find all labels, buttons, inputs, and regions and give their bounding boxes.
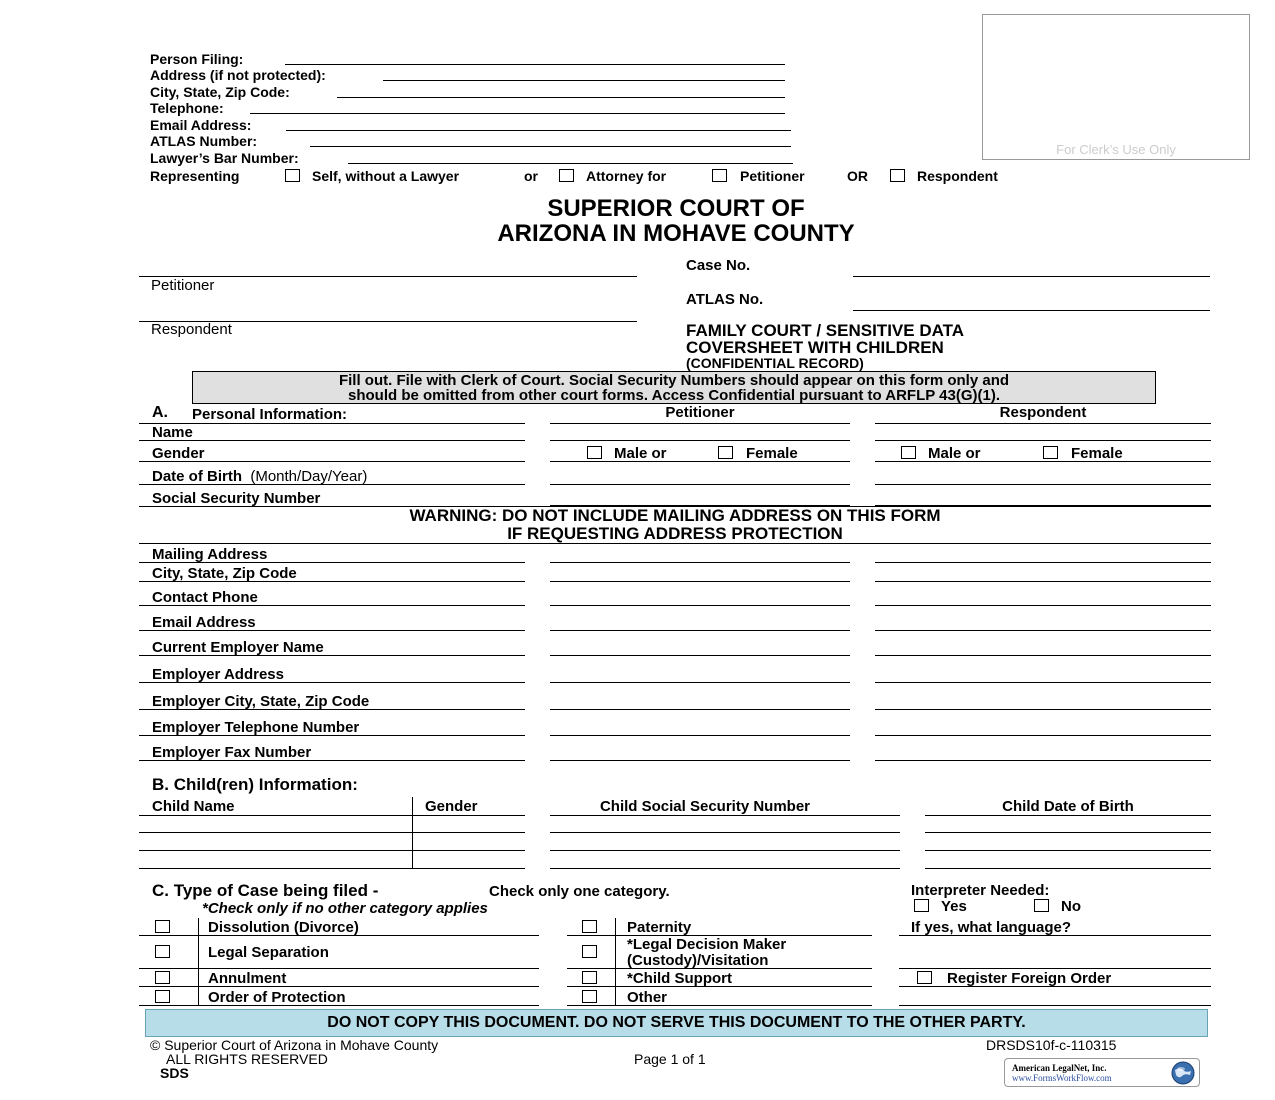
atlas-no-label: ATLAS No. <box>686 291 764 308</box>
section-c-check-one: Check only one category. <box>489 883 670 900</box>
row-line-5 <box>139 682 525 683</box>
atlas-label: ATLAS Number: <box>150 133 258 149</box>
line-a-top-left <box>139 423 525 424</box>
email-petitioner-field[interactable] <box>550 630 850 631</box>
court-title-line2: ARIZONA IN MOHAVE COUNTY <box>497 220 855 247</box>
dob-format: (Month/Day/Year) <box>250 468 368 485</box>
employer-phone-respondent-field[interactable] <box>875 735 1211 736</box>
row-line-7 <box>139 735 525 736</box>
globe-icon <box>1171 1061 1195 1085</box>
case-row-line-1 <box>139 935 539 936</box>
legalnet-logo[interactable] <box>1004 1058 1200 1087</box>
city-state-zip-line[interactable] <box>337 97 785 98</box>
legal-decision-label: *Legal Decision Maker <box>627 936 787 953</box>
city-state-zip-row-label: City, State, Zip Code <box>152 565 297 582</box>
footer-page: Page 1 of 1 <box>634 1051 706 1067</box>
language-field[interactable] <box>899 968 1211 969</box>
warning-line2: IF REQUESTING ADDRESS PROTECTION <box>507 524 843 543</box>
dob-respondent-field[interactable] <box>875 484 1211 485</box>
child-dob-row-3[interactable] <box>925 868 1211 869</box>
child-ssn-row-3[interactable] <box>550 868 900 869</box>
order-protection-checkbox[interactable] <box>155 990 170 1003</box>
email-row-label: Email Address <box>152 614 256 631</box>
instruction-line1: Fill out. File with Clerk of Court. Social Security Numbers should appear on this form only and <box>338 372 1010 389</box>
child-row-3[interactable] <box>139 868 525 869</box>
annulment-label: Annulment <box>208 970 287 987</box>
line-a-top-pet <box>550 423 850 424</box>
respondent-checkbox[interactable] <box>890 169 905 182</box>
section-b-title: B. Child(ren) Information: <box>152 775 358 794</box>
employer-address-respondent-field[interactable] <box>875 682 1211 683</box>
row-line-3 <box>139 630 525 631</box>
petitioner-male-label: Male or <box>614 445 667 462</box>
self-checkbox[interactable] <box>285 169 300 182</box>
interpreter-no-checkbox[interactable] <box>1034 899 1049 912</box>
child-table-divider <box>412 797 413 869</box>
interpreter-yes-label: Yes <box>941 898 967 915</box>
child-row-1[interactable] <box>139 832 525 833</box>
employer-city-petitioner-field[interactable] <box>550 709 850 710</box>
employer-phone-petitioner-field[interactable] <box>550 735 850 736</box>
telephone-label: Telephone: <box>150 100 224 116</box>
respondent-col-header: Respondent <box>999 404 1087 421</box>
dob-petitioner-field[interactable] <box>550 484 850 485</box>
child-dob-row-2[interactable] <box>925 850 1211 851</box>
legal-separation-checkbox[interactable] <box>155 945 170 958</box>
paternity-label: Paternity <box>627 919 692 936</box>
attorney-for-label: Attorney for <box>586 168 667 184</box>
row-line-4 <box>139 655 525 656</box>
section-c-note: *Check only if no other category applies <box>202 900 488 917</box>
right-bottom-line <box>899 1005 1211 1006</box>
do-not-copy-banner: DO NOT COPY THIS DOCUMENT. DO NOT SERVE THIS DOCUMENT TO THE OTHER PARTY. <box>145 1009 1208 1037</box>
employer-city-respondent-field[interactable] <box>875 709 1211 710</box>
bar-number-line[interactable] <box>348 163 793 164</box>
person-filing-label: Person Filing: <box>150 51 244 67</box>
case-left-divider <box>198 918 199 1006</box>
row-line-1 <box>139 581 525 582</box>
case-no-line[interactable] <box>853 276 1210 277</box>
employer-name-label: Current Employer Name <box>152 639 324 656</box>
city-state-zip-petitioner-field[interactable] <box>550 581 850 582</box>
mailing-address-petitioner-field[interactable] <box>550 562 850 563</box>
row-line-6 <box>139 709 525 710</box>
dob-label: Date of Birth <box>152 468 242 485</box>
doc-title-line3: (CONFIDENTIAL RECORD) <box>686 355 864 371</box>
mailing-address-respondent-field[interactable] <box>875 562 1211 563</box>
section-a-title: Personal Information: <box>192 406 348 423</box>
employer-city-label: Employer City, State, Zip Code <box>152 693 370 710</box>
contact-phone-petitioner-field[interactable] <box>550 605 850 606</box>
legal-decision-checkbox[interactable] <box>582 945 597 958</box>
footer-sds: SDS <box>160 1065 189 1081</box>
footer-form-code: DRSDS10f-c-110315 <box>986 1037 1117 1053</box>
case-mid-line-4 <box>567 1005 872 1006</box>
case-mid-line-2 <box>567 968 872 969</box>
contact-phone-respondent-field[interactable] <box>875 605 1211 606</box>
child-dob-row-1[interactable] <box>925 832 1211 833</box>
interpreter-yes-checkbox[interactable] <box>914 899 929 912</box>
respondent-female-checkbox[interactable] <box>1043 446 1058 459</box>
interpreter-label: Interpreter Needed: <box>911 882 1050 899</box>
custody-visitation-label: (Custody)/Visitation <box>627 952 769 969</box>
order-protection-label: Order of Protection <box>208 989 346 1006</box>
respondent-caption: Respondent <box>151 321 232 338</box>
respondent-male-label: Male or <box>928 445 981 462</box>
or-upper-label: OR <box>847 168 868 184</box>
petitioner-checkbox[interactable] <box>712 169 727 182</box>
case-no-label: Case No. <box>686 257 751 274</box>
child-gender-header: Gender <box>425 798 478 815</box>
child-support-checkbox[interactable] <box>582 971 597 984</box>
gender-petitioner-line <box>550 461 850 462</box>
footer-rights: ALL RIGHTS RESERVED <box>166 1051 328 1067</box>
name-petitioner-field[interactable] <box>550 440 850 441</box>
language-label: If yes, what language? <box>911 919 1072 936</box>
address-label: Address (if not protected): <box>150 67 326 83</box>
child-dob-header: Child Date of Birth <box>1002 798 1134 815</box>
section-a-letter: A. <box>152 404 168 421</box>
name-label: Name <box>152 424 193 441</box>
foreign-order-label: Register Foreign Order <box>947 970 1112 987</box>
email-label: Email Address: <box>150 117 252 133</box>
foreign-order-checkbox[interactable] <box>917 971 932 984</box>
address-line[interactable] <box>383 80 785 81</box>
warning-line1: WARNING: DO NOT INCLUDE MAILING ADDRESS ON THIS FORM <box>409 506 941 525</box>
employer-name-petitioner-field[interactable] <box>550 655 850 656</box>
name-respondent-field[interactable] <box>875 440 1211 441</box>
respondent-rep-label: Respondent <box>917 168 998 184</box>
court-title-line1: SUPERIOR COURT OF <box>547 195 805 222</box>
line-a-top-resp <box>875 423 1211 424</box>
case-middle-divider <box>615 918 616 1006</box>
petitioner-female-label: Female <box>746 445 798 462</box>
petitioner-male-checkbox[interactable] <box>587 446 602 459</box>
foreign-order-line <box>899 986 1211 987</box>
child-dob-header-line <box>925 815 1211 816</box>
logo-company: American LegalNet, Inc. <box>1012 1063 1107 1073</box>
contact-phone-label: Contact Phone <box>152 589 258 606</box>
instruction-box <box>192 371 1156 404</box>
name-row-line <box>139 440 525 441</box>
respondent-female-label: Female <box>1071 445 1123 462</box>
case-row-line-2 <box>139 968 539 969</box>
representing-label: Representing <box>150 168 240 184</box>
gender-respondent-line <box>875 461 1211 462</box>
doc-title-line2: COVERSHEET WITH CHILDREN <box>686 338 944 357</box>
warning-bottom-line <box>139 543 1211 544</box>
child-row-2[interactable] <box>139 850 525 851</box>
self-label: Self, without a Lawyer <box>312 168 460 184</box>
clerk-use-box <box>982 14 1250 160</box>
ssn-label: Social Security Number <box>152 490 321 507</box>
petitioner-rep-label: Petitioner <box>740 168 805 184</box>
row-line-0 <box>139 562 525 563</box>
section-c-title: C. Type of Case being filed - <box>152 881 379 900</box>
person-filing-line[interactable] <box>285 64 785 65</box>
petitioner-caption: Petitioner <box>151 277 215 294</box>
gender-label: Gender <box>152 445 205 462</box>
case-row-line-4 <box>139 1005 539 1006</box>
city-state-zip-respondent-field[interactable] <box>875 581 1211 582</box>
other-checkbox[interactable] <box>582 990 597 1003</box>
doc-title-line1: FAMILY COURT / SENSITIVE DATA <box>686 321 965 340</box>
petitioner-col-header: Petitioner <box>665 404 735 421</box>
child-table-header-line <box>139 815 525 816</box>
legal-separation-label: Legal Separation <box>208 944 329 961</box>
city-state-zip-label: City, State, Zip Code: <box>150 84 290 100</box>
atlas-line[interactable] <box>310 146 791 147</box>
other-label: Other <box>627 989 668 1006</box>
employer-address-label: Employer Address <box>152 666 284 683</box>
child-support-label: *Child Support <box>627 970 732 987</box>
respondent-male-checkbox[interactable] <box>901 446 916 459</box>
employer-address-petitioner-field[interactable] <box>550 682 850 683</box>
email-line[interactable] <box>286 130 791 131</box>
employer-fax-respondent-field[interactable] <box>875 760 1211 761</box>
language-line-1 <box>899 935 1211 936</box>
child-ssn-row-2[interactable] <box>550 850 900 851</box>
dob-label-row <box>152 468 367 485</box>
interpreter-no-label: No <box>1061 898 1081 915</box>
bar-number-label: Lawyer’s Bar Number: <box>150 150 299 166</box>
email-respondent-field[interactable] <box>875 630 1211 631</box>
footer-copyright: © Superior Court of Arizona in Mohave County <box>150 1037 439 1053</box>
child-ssn-header-line <box>550 815 900 816</box>
employer-name-respondent-field[interactable] <box>875 655 1211 656</box>
dissolution-label: Dissolution (Divorce) <box>208 919 359 936</box>
case-mid-line-3 <box>567 986 872 987</box>
dissolution-checkbox[interactable] <box>155 920 170 933</box>
gender-row-line <box>139 461 525 462</box>
dob-row-line <box>139 484 525 485</box>
logo-url: www.FormsWorkFlow.com <box>1012 1073 1112 1083</box>
instruction-line2: should be omitted from other court forms. Access Confidential pursuant to ARFLP 43(G)(1). <box>348 387 1000 404</box>
telephone-line[interactable] <box>250 113 785 114</box>
employer-fax-petitioner-field[interactable] <box>550 760 850 761</box>
child-name-header: Child Name <box>152 798 235 815</box>
or-label: or <box>524 168 538 184</box>
row-line-8 <box>139 760 525 761</box>
annulment-checkbox[interactable] <box>155 971 170 984</box>
row-line-2 <box>139 605 525 606</box>
clerk-use-label: For Clerk’s Use Only <box>1056 142 1176 157</box>
mailing-address-label: Mailing Address <box>152 546 268 563</box>
child-ssn-row-1[interactable] <box>550 832 900 833</box>
attorney-checkbox[interactable] <box>559 169 574 182</box>
atlas-no-line[interactable] <box>853 310 1210 311</box>
child-ssn-header: Child Social Security Number <box>599 798 811 815</box>
petitioner-female-checkbox[interactable] <box>718 446 733 459</box>
employer-phone-label: Employer Telephone Number <box>152 719 360 736</box>
employer-fax-label: Employer Fax Number <box>152 744 312 761</box>
case-row-line-3 <box>139 986 539 987</box>
paternity-checkbox[interactable] <box>582 920 597 933</box>
